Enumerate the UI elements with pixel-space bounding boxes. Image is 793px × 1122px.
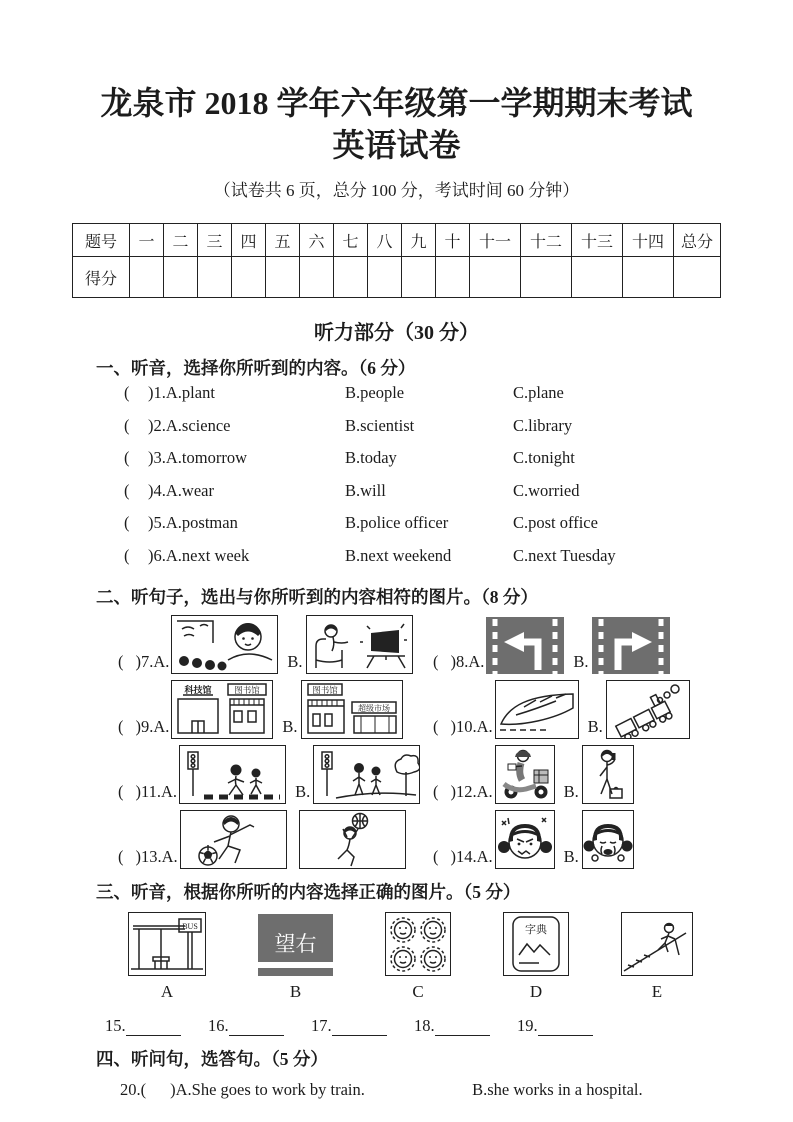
option-b: B.scientist — [345, 415, 415, 435]
answer-bracket: ( — [433, 847, 439, 867]
answer-bracket: ( — [433, 717, 439, 737]
question-8 — [433, 617, 670, 674]
question-11 — [118, 745, 433, 804]
answer-blank — [208, 1016, 311, 1036]
answer-bracket: ( — [124, 480, 130, 500]
picture-letter: E — [651, 982, 663, 1002]
picture-letter: B — [289, 982, 302, 1002]
part1-question-row — [124, 546, 793, 579]
score-table-cell: 十二 — [521, 224, 572, 257]
question-label: )14.A. — [450, 847, 493, 867]
score-table-cell: 二 — [164, 224, 198, 257]
part3-picture-C — [385, 912, 451, 1000]
children-crossing-street-image — [179, 745, 286, 804]
option-b-label: B. — [563, 782, 579, 802]
answer-bracket: ( — [118, 847, 124, 867]
answer-bracket: ( — [118, 652, 124, 672]
blank-line — [332, 1016, 387, 1036]
option-c: C.next Tuesday — [513, 545, 616, 565]
crying-girl-image — [582, 810, 634, 869]
part1-question-row — [124, 448, 793, 481]
question-20-option-b: B.she works in a hospital. — [472, 1080, 643, 1100]
option-b: B.people — [345, 383, 405, 403]
score-table-cell: 十 — [436, 224, 470, 257]
answer-bracket: ( — [124, 415, 130, 435]
part1-question-row — [124, 416, 793, 449]
score-table-cell: 十一 — [470, 224, 521, 257]
score-table-cell: 十三 — [572, 224, 623, 257]
question-label: )10.A. — [450, 717, 493, 737]
boy-playing-football-image — [180, 810, 287, 869]
science-museum-and-library-image — [171, 680, 273, 739]
score-table-cell — [130, 257, 164, 298]
question-label: )12.A. — [450, 782, 493, 802]
postman-on-scooter-image — [495, 745, 555, 804]
option-b-label: B. — [287, 652, 303, 672]
score-table-cell: 八 — [368, 224, 402, 257]
question-12 — [433, 745, 634, 804]
svg-text:望右: 望右 — [274, 932, 317, 957]
blank-line — [538, 1016, 593, 1036]
option-c: C.post office — [513, 513, 598, 533]
answer-bracket: ( — [433, 782, 439, 802]
question-label: )8.A. — [450, 652, 485, 672]
option-b-label: B. — [587, 717, 603, 737]
score-table-cell: 一 — [130, 224, 164, 257]
score-table-cell: 九 — [402, 224, 436, 257]
score-table-cell — [232, 257, 266, 298]
part2-question-row — [118, 745, 793, 804]
answer-bracket: ( — [118, 717, 124, 737]
score-table-cell — [164, 257, 198, 298]
option-a: )3.A.tomorrow — [148, 448, 247, 468]
option-c: C.plane — [513, 383, 564, 403]
option-b: B.today — [345, 448, 397, 468]
svg-text:图书馆: 图书馆 — [311, 685, 338, 696]
part4-heading: 四、听问句，选答句。（5 分） — [96, 1049, 328, 1070]
picture-letter: C — [412, 982, 424, 1002]
boy-playing-basketball-image — [299, 810, 406, 869]
steam-train-image — [606, 680, 690, 739]
turn-right-sign-image — [592, 617, 670, 674]
part2-question-row — [118, 810, 793, 869]
question-label: )9.A. — [135, 717, 170, 737]
angry-girl-image — [495, 810, 555, 869]
question-20-prefix: 20.( — [120, 1080, 147, 1100]
option-b-label: B. — [282, 717, 298, 737]
score-table-cell — [368, 257, 402, 298]
question-label: )11.A. — [135, 782, 178, 802]
blank-number: 18. — [414, 1016, 435, 1036]
question-20-option-a: )A.She goes to work by train. — [170, 1080, 365, 1100]
part1-questions — [0, 383, 793, 578]
svg-text:科技馆: 科技馆 — [184, 685, 212, 696]
children-waiting-at-light-image — [313, 745, 420, 804]
part2-question-row — [118, 680, 793, 739]
score-table — [72, 223, 721, 298]
page-title-line1: 龙泉市 2018 学年六年级第一学期期末考试 — [100, 85, 693, 121]
page-title-line2: 英语试卷 — [332, 127, 461, 164]
question-9 — [118, 680, 433, 739]
svg-text:图书馆: 图书馆 — [234, 685, 261, 696]
svg-text:BUS: BUS — [182, 922, 198, 932]
look-right-sign-image — [258, 914, 333, 976]
blank-line — [126, 1016, 181, 1036]
score-table-cell — [436, 257, 470, 298]
option-b: B.police officer — [345, 513, 449, 533]
option-b: B.will — [345, 480, 386, 500]
part1-question-row — [124, 481, 793, 514]
score-table-header-cell: 得分 — [73, 257, 130, 298]
cinema-image — [171, 615, 278, 674]
score-table-cell — [300, 257, 334, 298]
question-20-row — [120, 1080, 793, 1100]
option-a: )4.A.wear — [148, 480, 214, 500]
answer-bracket: ( — [124, 448, 130, 468]
blank-number: 17. — [311, 1016, 332, 1036]
option-c: C.tonight — [513, 448, 575, 468]
question-7 — [118, 615, 433, 674]
part3-answer-blanks — [105, 1016, 793, 1036]
score-table-cell: 十四 — [623, 224, 674, 257]
watch-tv-image — [306, 615, 413, 674]
answer-blank — [517, 1016, 620, 1036]
score-table-header-cell: 题号 — [73, 224, 130, 257]
library-and-supermarket-image — [301, 680, 403, 739]
dictionary-image — [503, 912, 569, 976]
score-table-cell — [266, 257, 300, 298]
svg-text:字典: 字典 — [525, 924, 547, 937]
part2-heading: 二、听句子，选出与你所听到的内容相符的图片。（8 分） — [96, 587, 538, 608]
question-14 — [433, 810, 634, 869]
man-on-phone-image — [582, 745, 634, 804]
part2-question-row — [118, 615, 793, 674]
part3-picture-B — [258, 914, 333, 1000]
score-table-cell — [521, 257, 572, 298]
question-13 — [118, 810, 433, 869]
score-table-cell: 三 — [198, 224, 232, 257]
blank-number: 16. — [208, 1016, 229, 1036]
option-c: C.worried — [513, 480, 580, 500]
part1-question-row — [124, 513, 793, 546]
option-b: B.next weekend — [345, 545, 452, 565]
question-10 — [433, 680, 690, 739]
picture-letter: A — [160, 982, 174, 1002]
part3-pictures — [128, 912, 793, 1000]
bus-stop-image — [128, 912, 206, 976]
score-table-score-row — [73, 257, 721, 298]
score-table-cell — [334, 257, 368, 298]
answer-bracket: ( — [124, 513, 130, 533]
option-b-label: B. — [573, 652, 589, 672]
score-table-cell: 六 — [300, 224, 334, 257]
score-table-cell: 七 — [334, 224, 368, 257]
blank-number: 15. — [105, 1016, 126, 1036]
answer-blank — [414, 1016, 517, 1036]
option-b-label: B. — [295, 782, 311, 802]
blank-number: 19. — [517, 1016, 538, 1036]
answer-blank — [311, 1016, 414, 1036]
blank-line — [435, 1016, 490, 1036]
question-label: )7.A. — [135, 652, 170, 672]
score-table-cell — [402, 257, 436, 298]
picture-letter: D — [529, 982, 543, 1002]
score-table-cell — [674, 257, 721, 298]
option-a: )5.A.postman — [148, 513, 238, 533]
answer-blank — [105, 1016, 208, 1036]
part1-heading: 一、听音，选择你所听到的内容。（6 分） — [96, 358, 416, 379]
svg-text:超级市场: 超级市场 — [357, 704, 390, 714]
coins-image — [385, 912, 451, 976]
question-label: )13.A. — [135, 847, 178, 867]
score-table-cell: 总分 — [674, 224, 721, 257]
option-a: )2.A.science — [148, 415, 231, 435]
page-subtitle: （试卷共 6 页，总分 100 分，考试时间 60 分钟） — [213, 181, 580, 201]
part3-picture-D — [503, 912, 569, 1000]
score-table-cell: 五 — [266, 224, 300, 257]
part3-heading: 三、听音，根据你所听的内容选择正确的图片。（5 分） — [96, 882, 521, 903]
part3-picture-E — [621, 912, 693, 1000]
answer-bracket: ( — [124, 383, 130, 403]
part3-picture-A — [128, 912, 206, 1000]
score-table-cell — [623, 257, 674, 298]
score-table-cell — [470, 257, 521, 298]
blank-line — [229, 1016, 284, 1036]
score-table-cell: 四 — [232, 224, 266, 257]
turn-left-sign-image — [486, 617, 564, 674]
bullet-train-image — [495, 680, 579, 739]
hiking-image — [621, 912, 693, 976]
score-table-cell — [572, 257, 623, 298]
answer-bracket: ( — [433, 652, 439, 672]
option-a: )6.A.next week — [148, 545, 250, 565]
score-table-cell — [198, 257, 232, 298]
part1-question-row — [124, 383, 793, 416]
option-a: )1.A.plant — [148, 383, 215, 403]
option-c: C.library — [513, 415, 573, 435]
answer-bracket: ( — [118, 782, 124, 802]
listening-section-title: 听力部分（30 分） — [314, 322, 479, 345]
score-table-header-row — [73, 224, 721, 257]
answer-bracket: ( — [124, 545, 130, 565]
part2-questions — [0, 615, 793, 869]
option-b-label: B. — [563, 847, 579, 867]
